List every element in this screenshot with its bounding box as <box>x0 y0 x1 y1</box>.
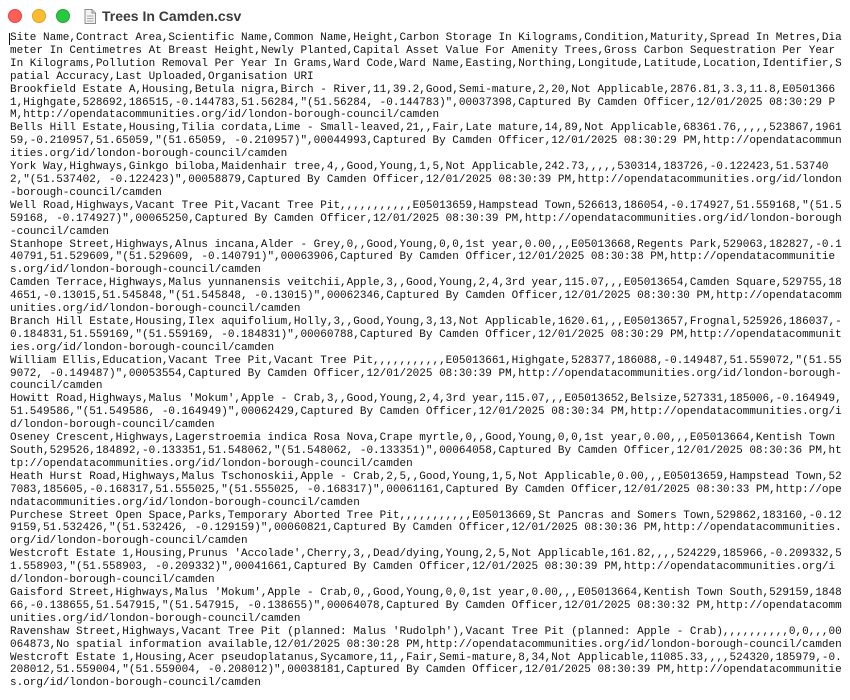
csv-file-content[interactable]: Site Name,Contract Area,Scientific Name,Common Name,Height,Carbon Storage In Kilograms,Condition,Maturity,Spread In Metres,Diameter In Centimetres At Breast Height,Newly Planted,Capital Asset Value For Amenity Trees,Gross Carbon Sequestration Per Year In Kilograms,Pollution Removal Per Year In Grams,Ward Code,Ward Name,Easting,Northing,Longitude,Latitude,Location,Identifier,Spatial Accuracy,Last Uploaded,Organisation URI Brookfield Estate A,Housing,Betula nigra,Birch - River,11,39.2,Good,Semi-mature,2,20,Not Applicable,2876.81,3.3,11.8,E05013661,Highgate,528692,186515,-0.144783,51.56284,"(51.56284, -0.144783)",00037398,Captured By Camden Officer,12/01/2025 08:30:29 PM,http://opendatacommunities.org/id/london-borough-council/camden Bells Hill Estate,Housing,Tilia cordata,Lime - Small-leaved,21,,Fair,Late mature,14,89,Not Applicable,68361.76,,,,,523867,196159,-0.210957,51.65059,"(51.65059, -0.210957)",00044993,Captured By Camden Officer,12/01/2025 08:30:29 PM,http://opendatacommunities.org/id/london-borough-council/camden York Way,Highways,Ginkgo biloba,Maidenhair tree,4,,Good,Young,1,5,Not Applicable,242.73,,,,,530314,183726,-0.122423,51.537402,"(51.537402, -0.122423)",00058879,Captured By Camden Officer,12/01/2025 08:30:39 PM,http://opendatacommunities.org/id/london-borough-council/camden Well Road,Highways,Vacant Tree Pit,Vacant Tree Pit,,,,,,,,,,,E05013659,Hampstead Town,526613,186054,-0.174927,51.559168,"(51.559168, -0.174927)",00065250,Captured By Camden Officer,12/01/2025 08:30:39 PM,http://opendatacommunities.org/id/london-borough-council/camden Stanhope Street,Highways,Alnus incana,Alder - Grey,0,,Good,Young,0,0,1st year,0.00,,,E05013668,Regents Park,529063,182827,-0.140791,51.529609,"(51.529609, -0.140791)",00063906,Captured By Camden Officer,12/01/2025 08:30:38 PM,http://opendatacommunities.org/id/london-borough-council/camden Camden Terrace,Highways,Malus yunnanensis veitchii,Apple,3,,Good,Young,2,4,3rd year,115.07,,,E05013654,Camden Square,529755,184651,-0.13015,51.545848,"(51.545848, -0.13015)",00062346,Captured By Camden Officer,12/01/2025 08:30:30 PM,http://opendatacommunities.org/id/london-borough-council/camden Branch Hill Estate,Housing,Ilex aquifolium,Holly,3,,Good,Young,3,13,Not Applicable,1620.61,,,E05013657,Frognal,525926,186037,-0.184831,51.559169,"(51.559169, -0.184831)",00060788,Captured By Camden Officer,12/01/2025 08:30:29 PM,http://opendatacommunities.org/id/london-borough-council/camden William Ellis,Education,Vacant Tree Pit,Vacant Tree Pit,,,,,,,,,,,E05013661,Highgate,528377,186088,-0.149487,51.559072,"(51.559072, -0.149487)",00053554,Captured By Camden Officer,12/01/2025 08:30:39 PM,http://opendatacommunities.org/id/london-borough-council/camden Howitt Road,Highways,Malus 'Mokum',Apple - Crab,3,,Good,Young,2,4,3rd year,115.07,,,E05013652,Belsize,527331,185006,-0.164949,51.549586,"(51.549586, -0.164949)",00062429,Captured By Camden Officer,12/01/2025 08:30:34 PM,http://opendatacommunities.org/id/london-borough-council/camden Oseney Crescent,Highways,Lagerstroemia indica Rosa Nova,Crape myrtle,0,,Good,Young,0,0,1st year,0.00,,,E05013664,Kentish Town South,529526,184892,-0.133351,51.548062,"(51.548062, -0.133351)",00064058,Captured By Camden Officer,12/01/2025 08:30:36 PM,http://opendatacommunities.org/id/london-borough-council/camden Heath Hurst Road,Highways,Malus Tschonoskii,Apple - Crab,2,5,,Good,Young,1,5,Not Applicable,0.00,,,E05013659,Hampstead Town,527083,185605,-0.168317,51.555025,"(51.555025, -0.168317)",00061161,Captured By Camden Officer,12/01/2025 08:30:33 PM,http://opendatacommunities.org/id/london-borough-council/camden Purchese Street Open Space,Parks,Temporary Aborted Tree Pit,,,,,,,,,,,E05013669,St Pancras and Somers Town,529862,183160,-0.129159,51.532426,"(51.532426, -0.129159)",00060821,Captured By Camden Officer,12/01/2025 08:30:36 PM,http://opendatacommunities.org/id/london-borough-council/camden Westcroft Estate 1,Housing,Prunus 'Accolade',Cherry,3,,Dead/dying,Young,2,5,Not Applicable,161.82,,,,524229,185966,-0.209332,51.558903,"(51.558903, -0.209332)",00041661,Captured By Camden Officer,12/01/2025 08:30:39 PM,http://opendatacommunities.org/id/london-borough-council/camden Gaisford Street,Highways,Malus 'Mokum',Apple - Crab,0,,Good,Young,0,0,1st year,0.00,,,E05013664,Kentish Town South,529159,184866,-0.138655,51.547915,"(51.547915, -0.138655)",00064078,Captured By Camden Officer,12/01/2025 08:30:32 PM,http://opendatacommunities.org/id/london-borough-council/camden Ravenshaw Street,Highways,Vacant Tree Pit (planned: Malus 'Rudolph'),Vacant Tree Pit (planned: Apple - Crab),,,,,,,,,,0,0,,,00064873,No spatial information available,12/01/2025 08:30:28 PM,http://opendatacommunities.org/id/london-borough-council/camden Westcroft Estate 1,Housing,Acer pseudoplatanus,Sycamore,11,,Fair,Semi-mature,8,34,Not Applicable,11085.33,,,,524320,185979,-0.208012,51.559004,"(51.559004, -0.208012)",00038181,Captured By Camden Officer,12/01/2025 08:30:39 PM,http://opendatacommunities.org/id/london-borough-council/camden <box>10 32 842 690</box>
close-button[interactable] <box>8 9 22 23</box>
title-bar[interactable] <box>0 0 850 32</box>
window-title: Trees In Camden.csv <box>102 8 242 24</box>
text-editor-area[interactable] <box>0 32 850 700</box>
document-icon <box>84 9 96 24</box>
window-title-area <box>84 7 241 25</box>
zoom-button[interactable] <box>56 9 70 23</box>
minimize-button[interactable] <box>32 9 46 23</box>
